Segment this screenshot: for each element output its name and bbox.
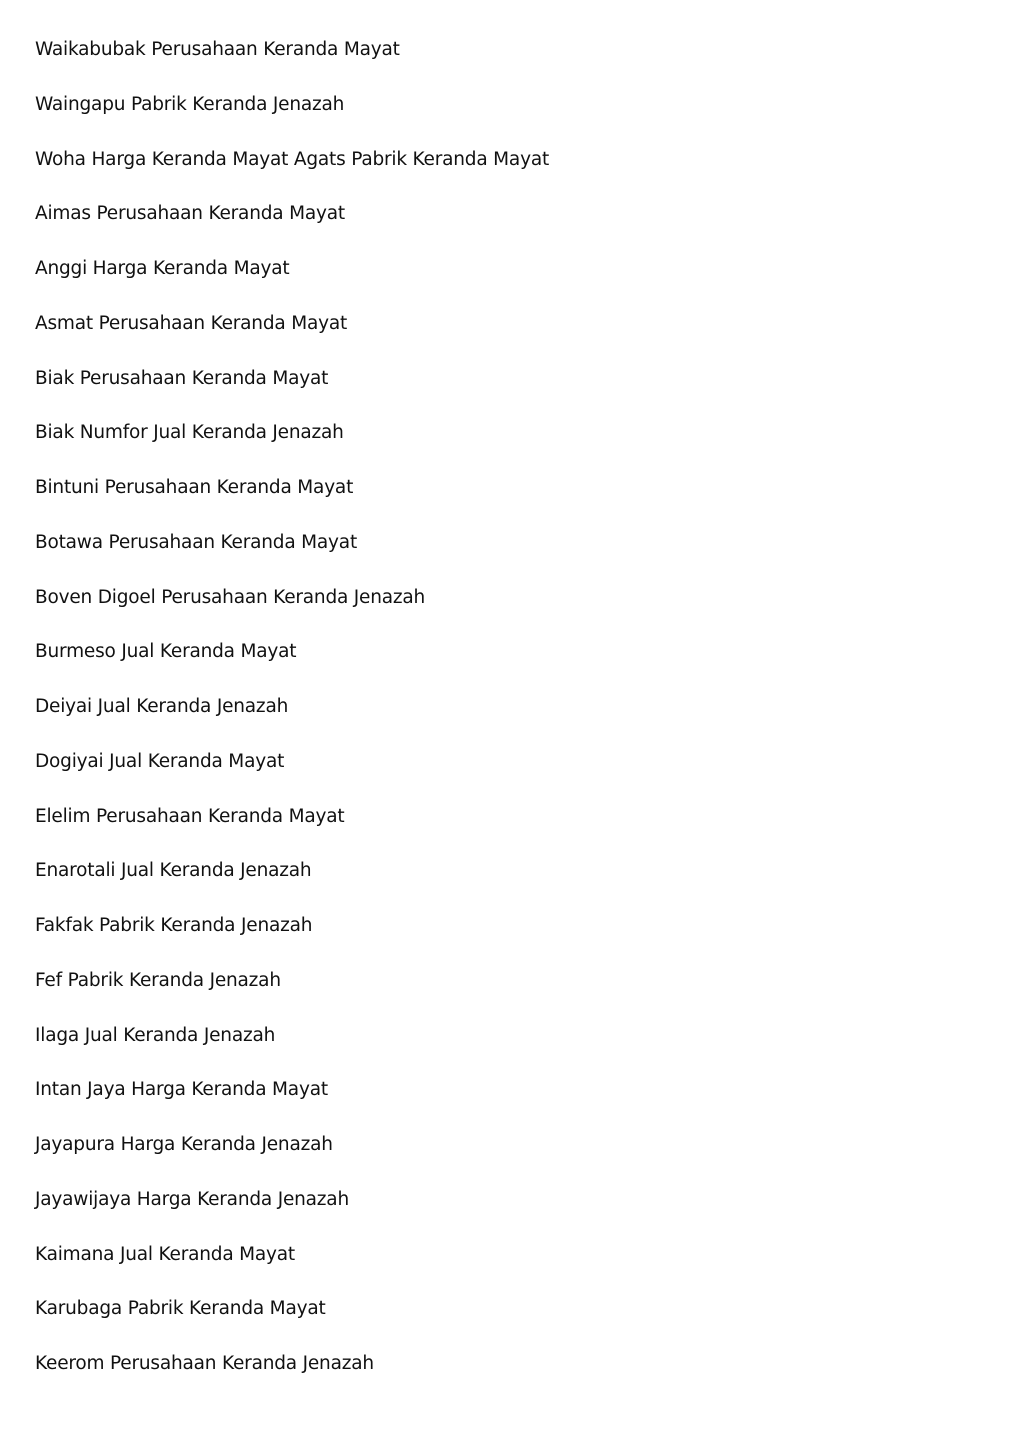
text-line: Biak Perusahaan Keranda Mayat — [35, 367, 329, 389]
text-line: Waingapu Pabrik Keranda Jenazah — [35, 93, 345, 115]
text-line-list — [35, 36, 549, 1405]
text-line: Biak Numfor Jual Keranda Jenazah — [35, 422, 344, 444]
text-line: Aimas Perusahaan Keranda Mayat — [35, 203, 345, 225]
text-line: Deiyai Jual Keranda Jenazah — [35, 696, 289, 717]
text-line: Boven Digoel Perusahaan Keranda Jenazah — [35, 586, 426, 608]
text-line: Keerom Perusahaan Keranda Jenazah — [35, 1353, 374, 1374]
text-line: Kaimana Jual Keranda Mayat — [35, 1243, 295, 1265]
text-line: Anggi Harga Keranda Mayat — [35, 258, 290, 279]
text-line: Jayapura Harga Keranda Jenazah — [35, 1134, 333, 1155]
text-line: Woha Harga Keranda Mayat Agats Pabrik Keranda Mayat — [35, 148, 550, 170]
text-line: Asmat Perusahaan Keranda Mayat — [35, 312, 348, 334]
text-line: Karubaga Pabrik Keranda Mayat — [35, 1298, 326, 1320]
text-line: Elelim Perusahaan Keranda Mayat — [35, 805, 345, 827]
text-line: Ilaga Jual Keranda Jenazah — [35, 1024, 276, 1046]
text-line: Fef Pabrik Keranda Jenazah — [35, 969, 281, 991]
text-line: Botawa Perusahaan Keranda Mayat — [35, 531, 357, 553]
text-line: Waikabubak Perusahaan Keranda Mayat — [35, 39, 400, 60]
text-line: Bintuni Perusahaan Keranda Mayat — [35, 477, 354, 498]
text-line: Burmeso Jual Keranda Mayat — [35, 641, 297, 663]
text-line: Fakfak Pabrik Keranda Jenazah — [35, 915, 313, 936]
text-line: Dogiyai Jual Keranda Mayat — [35, 750, 285, 772]
text-line: Intan Jaya Harga Keranda Mayat — [35, 1079, 328, 1101]
text-line: Enarotali Jual Keranda Jenazah — [35, 860, 312, 882]
text-line: Jayawijaya Harga Keranda Jenazah — [35, 1188, 349, 1210]
